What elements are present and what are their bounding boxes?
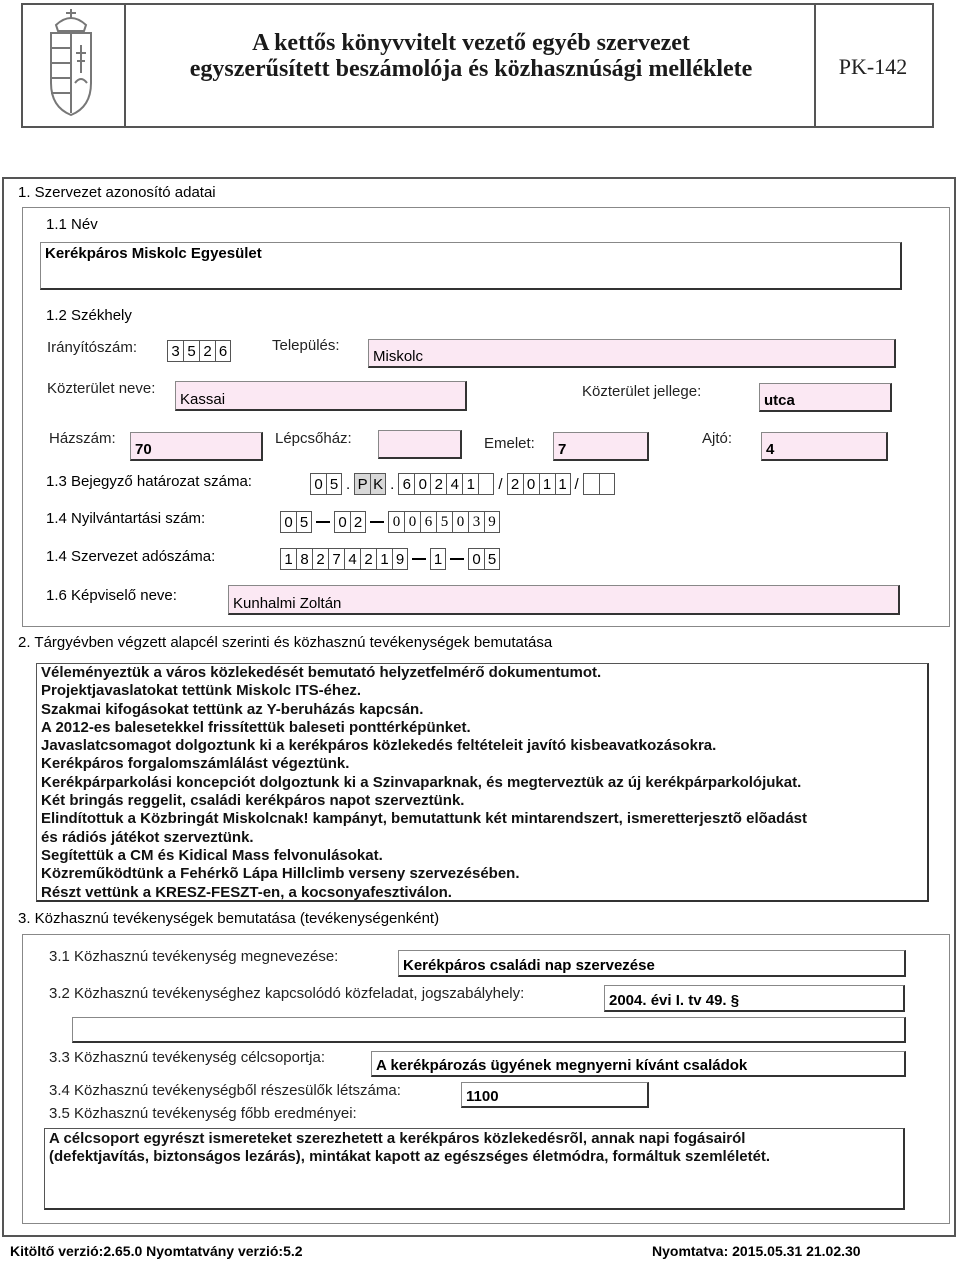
form-title-line1: A kettős könyvvitelt vezető egyéb szervezet [252,30,690,56]
public-task-label: 3.2 Közhasznú tevékenységhez kapcsolódó közfeladat, jogszabályhely: [49,985,525,1002]
registration-digits[interactable] [310,472,615,496]
activity-name-field[interactable]: Kerékpáros családi nap szervezése [398,950,906,977]
digit-group [310,473,342,495]
text-line: Szakmai kifogásokat tettünk az Y-beruházás kapcsán. [41,700,424,718]
digit-cell[interactable]: 6 [420,511,436,533]
separator: / [574,475,579,493]
city-label: Település: [272,337,340,354]
text-line: Kerékpáros forgalomszámlálást végeztünk. [41,755,350,773]
digit-group [167,340,231,362]
digit-group [468,548,500,570]
digit-cell[interactable] [583,473,599,495]
digit-cell[interactable]: 0 [414,473,430,495]
text-line: A célcsoport egyrészt ismereteket szerezhetett a kerékpáros közlekedésrõl, annak napi fogásairól [49,1130,746,1147]
dash-separator [316,521,330,523]
digit-cell[interactable]: 1 [430,548,446,570]
text-line: Segítettük a CM és Kidical Mass felvonulásokat. [41,846,383,864]
digit-cell[interactable]: 2 [312,548,328,570]
digit-cell[interactable]: 0 [388,511,404,533]
form-title-line2: egyszerűsített beszámolója és közhasznúsági melléklete [189,56,753,82]
name-label: 1.1 Név [46,216,98,233]
representative-field[interactable]: Kunhalmi Zoltán [228,585,900,615]
section1-heading: 1. Szervezet azonosító adatai [18,184,216,201]
digit-cell[interactable]: 0 [452,511,468,533]
city-field[interactable]: Miskolc [368,339,896,368]
representative-label: 1.6 Képviselő neve: [46,587,177,604]
activities-lines [41,664,923,902]
digit-cell[interactable]: 6 [215,340,231,362]
postcode-label: Irányítószám: [47,339,138,356]
digit-group [430,548,446,570]
text-line: (defektjavítás, biztonságos lezárás), mintákat kapott az egészséges életmódra, formáltuk szemléletét. [49,1148,771,1166]
results-label: 3.5 Közhasznú tevékenység főbb eredményei: [49,1105,357,1122]
digit-cell[interactable]: 2 [507,473,523,495]
digit-cell[interactable]: 3 [468,511,484,533]
door-label: Ajtó: [702,430,733,447]
results-textbox[interactable] [44,1128,905,1210]
digit-cell[interactable]: 5 [326,473,342,495]
text-line: A 2012-es balesetekkel frissítettük baleseti ponttérképünket. [41,718,471,736]
dash-separator [370,521,384,523]
house-field[interactable]: 70 [130,432,263,461]
target-group-field[interactable]: A kerékpározás ügyének megnyerni kívánt családok [371,1051,906,1077]
digit-cell[interactable]: 1 [539,473,555,495]
digit-cell[interactable]: P [354,473,370,495]
section3-heading: 3. Közhasznú tevékenységek bemutatása (tevékenységenként) [18,910,440,927]
digit-cell[interactable]: 0 [404,511,420,533]
records-label: 1.4 Nyilvántartási szám: [46,510,206,527]
digit-cell[interactable]: 9 [392,548,408,570]
activities-textbox[interactable] [36,663,929,902]
digit-cell[interactable]: 1 [376,548,392,570]
tax-label: 1.4 Szervezet adószáma: [46,548,216,565]
text-line: Elindítottuk a Közbringát Miskolcnak! kampányt, bemutattunk két mintarendszert, ismeretterjesztõ elõadást [41,810,807,828]
dash-separator [450,558,464,560]
digit-cell[interactable]: 1 [555,473,571,495]
digit-cell[interactable]: 0 [334,511,350,533]
digit-group [280,548,408,570]
digit-cell[interactable]: 7 [328,548,344,570]
digit-cell[interactable]: 8 [296,548,312,570]
results-lines [49,1130,899,1167]
stair-label: Lépcsőház: [275,430,352,447]
text-line: Javaslatcsomagot dolgoztunk ki a kerékpáros közlekedés feltételeit javító kisbeavatkozásokra. [41,737,717,755]
text-line: Két bringás reggelit, családi kerékpáros napot szerveztünk. [41,792,465,810]
seat-label: 1.2 Székhely [46,307,132,324]
digit-cell[interactable]: 5 [436,511,452,533]
tax-digits[interactable] [280,547,500,571]
form-code: PK-142 [838,54,908,79]
floor-label: Emelet: [484,435,535,452]
floor-field[interactable]: 7 [553,432,649,461]
digit-cell[interactable]: 2 [350,511,366,533]
stair-field[interactable] [378,430,462,459]
registration-label: 1.3 Bejegyző határozat száma: [46,473,252,490]
digit-cell[interactable]: 5 [183,340,199,362]
participants-label: 3.4 Közhasznú tevékenységből részesülők létszáma: [49,1082,401,1099]
footer-version: Kitöltő verzió:2.65.0 Nyomtatvány verzió:5.2 [10,1243,303,1259]
street-field[interactable]: Kassai [175,381,467,411]
digit-group [354,473,386,495]
digit-cell[interactable]: 2 [430,473,446,495]
text-line: Közreműködtünk a Fehérkõ Lápa Hillclimb verseny szervezésében. [41,865,520,883]
activity-name-label: 3.1 Közhasznú tevékenység megnevezése: [49,948,339,965]
name-field[interactable]: Kerékpáros Miskolc Egyesület [40,242,902,290]
digit-cell[interactable]: 9 [484,511,500,533]
digit-cell[interactable] [478,473,494,495]
digit-cell[interactable]: 4 [446,473,462,495]
digit-cell[interactable]: 6 [398,473,414,495]
digit-cell[interactable]: 1 [462,473,478,495]
digit-group [280,511,312,533]
door-field[interactable]: 4 [761,432,888,461]
separator: . [346,475,351,493]
dash-separator [412,558,426,560]
postcode-digits[interactable] [167,339,231,363]
digit-cell[interactable]: 0 [468,548,484,570]
street-type-label: Közterület jellege: [582,383,702,400]
separator: . [390,475,395,493]
footer-printed: Nyomtatva: 2015.05.31 21.02.30 [652,1243,861,1259]
digit-cell[interactable]: 0 [523,473,539,495]
digit-cell[interactable]: 2 [360,548,376,570]
digit-group [334,511,366,533]
digit-cell[interactable]: 1 [280,548,296,570]
digit-group [583,473,615,495]
public-task-field[interactable]: 2004. évi I. tv 49. § [604,985,905,1012]
digit-group [388,511,500,533]
text-line: Kerékpárparkolási koncepciót dolgoztunk ki a Szinvaparknak, és megterveztük az új kerékpárparkolójukat. [41,773,802,791]
street-label: Közterület neve: [47,380,156,397]
participants-field[interactable]: 1100 [461,1082,649,1108]
text-line: Részt vettünk a KRESZ-FESZT-en, a kocsonyafesztiválon. [41,883,452,901]
digit-cell[interactable]: K [370,473,386,495]
house-label: Házszám: [49,430,116,447]
digit-cell[interactable]: 0 [310,473,326,495]
coat-of-arms-box [21,3,126,128]
street-type-field[interactable]: utca [759,383,892,412]
digit-cell[interactable]: 0 [280,511,296,533]
section2-heading: 2. Tárgyévben végzett alapcél szerinti és közhasznú tevékenységek bemutatása [18,634,553,651]
digit-cell[interactable] [599,473,615,495]
public-task-field-2[interactable] [72,1017,906,1043]
digit-cell[interactable]: 5 [484,548,500,570]
text-line: és rádiós játékot szerveztünk. [41,828,254,846]
text-line: Véleményeztük a város közlekedését bemutató helyzetfelmérő dokumentumot. [41,664,602,681]
target-group-label: 3.3 Közhasznú tevékenység célcsoportja: [49,1049,325,1066]
coat-of-arms-icon [21,3,121,123]
digit-cell[interactable]: 2 [199,340,215,362]
digit-cell[interactable]: 4 [344,548,360,570]
text-line: Projektjavaslatokat tettünk Miskolc ITS-éhez. [41,682,362,700]
digit-cell[interactable]: 3 [167,340,183,362]
digit-cell[interactable]: 5 [296,511,312,533]
form-title [128,30,814,82]
separator: / [498,475,503,493]
digit-group [507,473,571,495]
records-digits[interactable] [280,510,500,534]
digit-group [398,473,494,495]
